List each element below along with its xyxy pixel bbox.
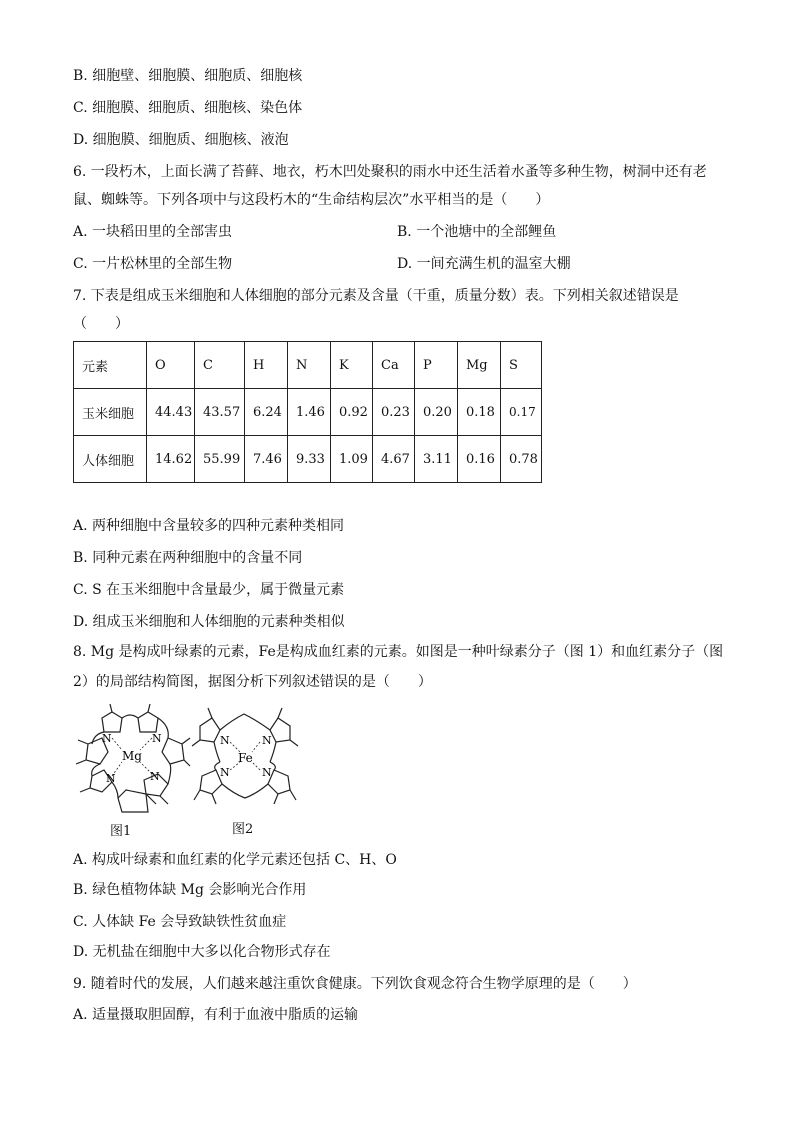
table-cell: Ca <box>373 342 415 389</box>
table-cell: C <box>195 342 245 389</box>
nitrogen-label: N <box>106 772 116 785</box>
table-cell: 0.23 <box>373 389 415 436</box>
table-cell: 0.16 <box>458 436 501 483</box>
table-cell: 6.24 <box>245 389 288 436</box>
q8-stem-line2: 2）的局部结构简图，据图分析下列叙述错误的是（ ） <box>73 674 432 690</box>
q8-option-c: C. 人体缺 Fe 会导致缺铁性贫血症 <box>73 914 287 930</box>
table-cell: 元素 <box>74 342 147 389</box>
table-cell: P <box>415 342 458 389</box>
q6-stem-line2: 鼠、蜘蛛等。下列各项中与这段朽木的“生命结构层次”水平相当的是（ ） <box>73 192 550 208</box>
nitrogen-label: N <box>262 766 272 779</box>
q7-option-d: D. 组成玉米细胞和人体细胞的元素种类相似 <box>73 614 345 630</box>
q6-option-a: A. 一块稻田里的全部害虫 <box>73 224 233 240</box>
nitrogen-label: N <box>220 734 230 747</box>
nitrogen-label: N <box>220 766 230 779</box>
table-cell: 9.33 <box>288 436 331 483</box>
q8-option-d: D. 无机盐在细胞中大多以化合物形式存在 <box>73 944 331 960</box>
q6-option-d: D. 一间充满生机的温室大棚 <box>397 256 571 272</box>
heme-structure-diagram <box>190 704 300 808</box>
chlorophyll-structure-diagram <box>72 704 192 820</box>
table-row <box>74 389 542 436</box>
table-cell: 1.46 <box>288 389 331 436</box>
table-cell: 0.20 <box>415 389 458 436</box>
nitrogen-label: N <box>262 734 272 747</box>
table-cell: 0.17 <box>501 389 542 436</box>
element-content-table <box>73 341 542 483</box>
table-cell: N <box>288 342 331 389</box>
table-cell: 1.09 <box>331 436 373 483</box>
table-cell: 43.57 <box>195 389 245 436</box>
table-cell: 玉米细胞 <box>74 389 147 436</box>
q5-option-b: B. 细胞壁、细胞膜、细胞质、细胞核 <box>73 68 303 84</box>
magnesium-label: Mg <box>122 749 142 763</box>
table-header-row <box>74 342 542 389</box>
iron-label: Fe <box>238 751 253 765</box>
nitrogen-label: N <box>152 732 162 745</box>
figure2-caption: 图2 <box>232 822 254 837</box>
table-cell: Mg <box>458 342 501 389</box>
q8-option-b: B. 绿色植物体缺 Mg 会影响光合作用 <box>73 882 307 898</box>
table-cell: 3.11 <box>415 436 458 483</box>
table-cell: 55.99 <box>195 436 245 483</box>
table-cell: S <box>501 342 542 389</box>
q6-option-c: C. 一片松林里的全部生物 <box>73 256 233 272</box>
figure1-caption: 图1 <box>110 824 132 839</box>
q5-option-c: C. 细胞膜、细胞质、细胞核、染色体 <box>73 100 303 116</box>
table-cell: H <box>245 342 288 389</box>
table-cell: O <box>147 342 195 389</box>
table-cell: 0.78 <box>501 436 542 483</box>
q7-option-c: C. S 在玉米细胞中含量最少，属于微量元素 <box>73 582 345 598</box>
q7-stem-line1: 7. 下表是组成玉米细胞和人体细胞的部分元素及含量（干重，质量分数）表。下列相关叙述错误是 <box>73 288 679 304</box>
table-cell: 14.62 <box>147 436 195 483</box>
q9-option-a: A. 适量摄取胆固醇，有利于血液中脂质的运输 <box>73 1007 359 1023</box>
table-cell: 0.18 <box>458 389 501 436</box>
q6-stem-line1: 6. 一段朽木，上面长满了苔藓、地衣，朽木凹处聚积的雨水中还生活着水蚤等多种生物，树洞中还有老 <box>73 164 707 180</box>
q7-option-a: A. 两种细胞中含量较多的四种元素种类相同 <box>73 518 345 534</box>
q7-option-b: B. 同种元素在两种细胞中的含量不同 <box>73 550 303 566</box>
q9-stem: 9. 随着时代的发展，人们越来越注重饮食健康。下列饮食观念符合生物学原理的是（ ） <box>73 976 637 992</box>
table-cell: 人体细胞 <box>74 436 147 483</box>
nitrogen-label: N <box>150 770 160 783</box>
table-cell: 4.67 <box>373 436 415 483</box>
table-row <box>74 436 542 483</box>
q7-stem-line2: （ ） <box>73 316 129 332</box>
table-cell: 44.43 <box>147 389 195 436</box>
table-cell: 0.92 <box>331 389 373 436</box>
table-cell: K <box>331 342 373 389</box>
table-cell: 7.46 <box>245 436 288 483</box>
q8-option-a: A. 构成叶绿素和血红素的化学元素还包括 C、H、O <box>73 852 397 868</box>
q5-option-d: D. 细胞膜、细胞质、细胞核、液泡 <box>73 132 289 148</box>
nitrogen-label: N <box>102 732 112 745</box>
q8-stem-line1: 8. Mg 是构成叶绿素的元素，Fe是构成血红素的元素。如图是一种叶绿素分子（图 1）和血红素分子（图 <box>73 644 724 660</box>
q6-option-b: B. 一个池塘中的全部鲤鱼 <box>397 224 557 240</box>
